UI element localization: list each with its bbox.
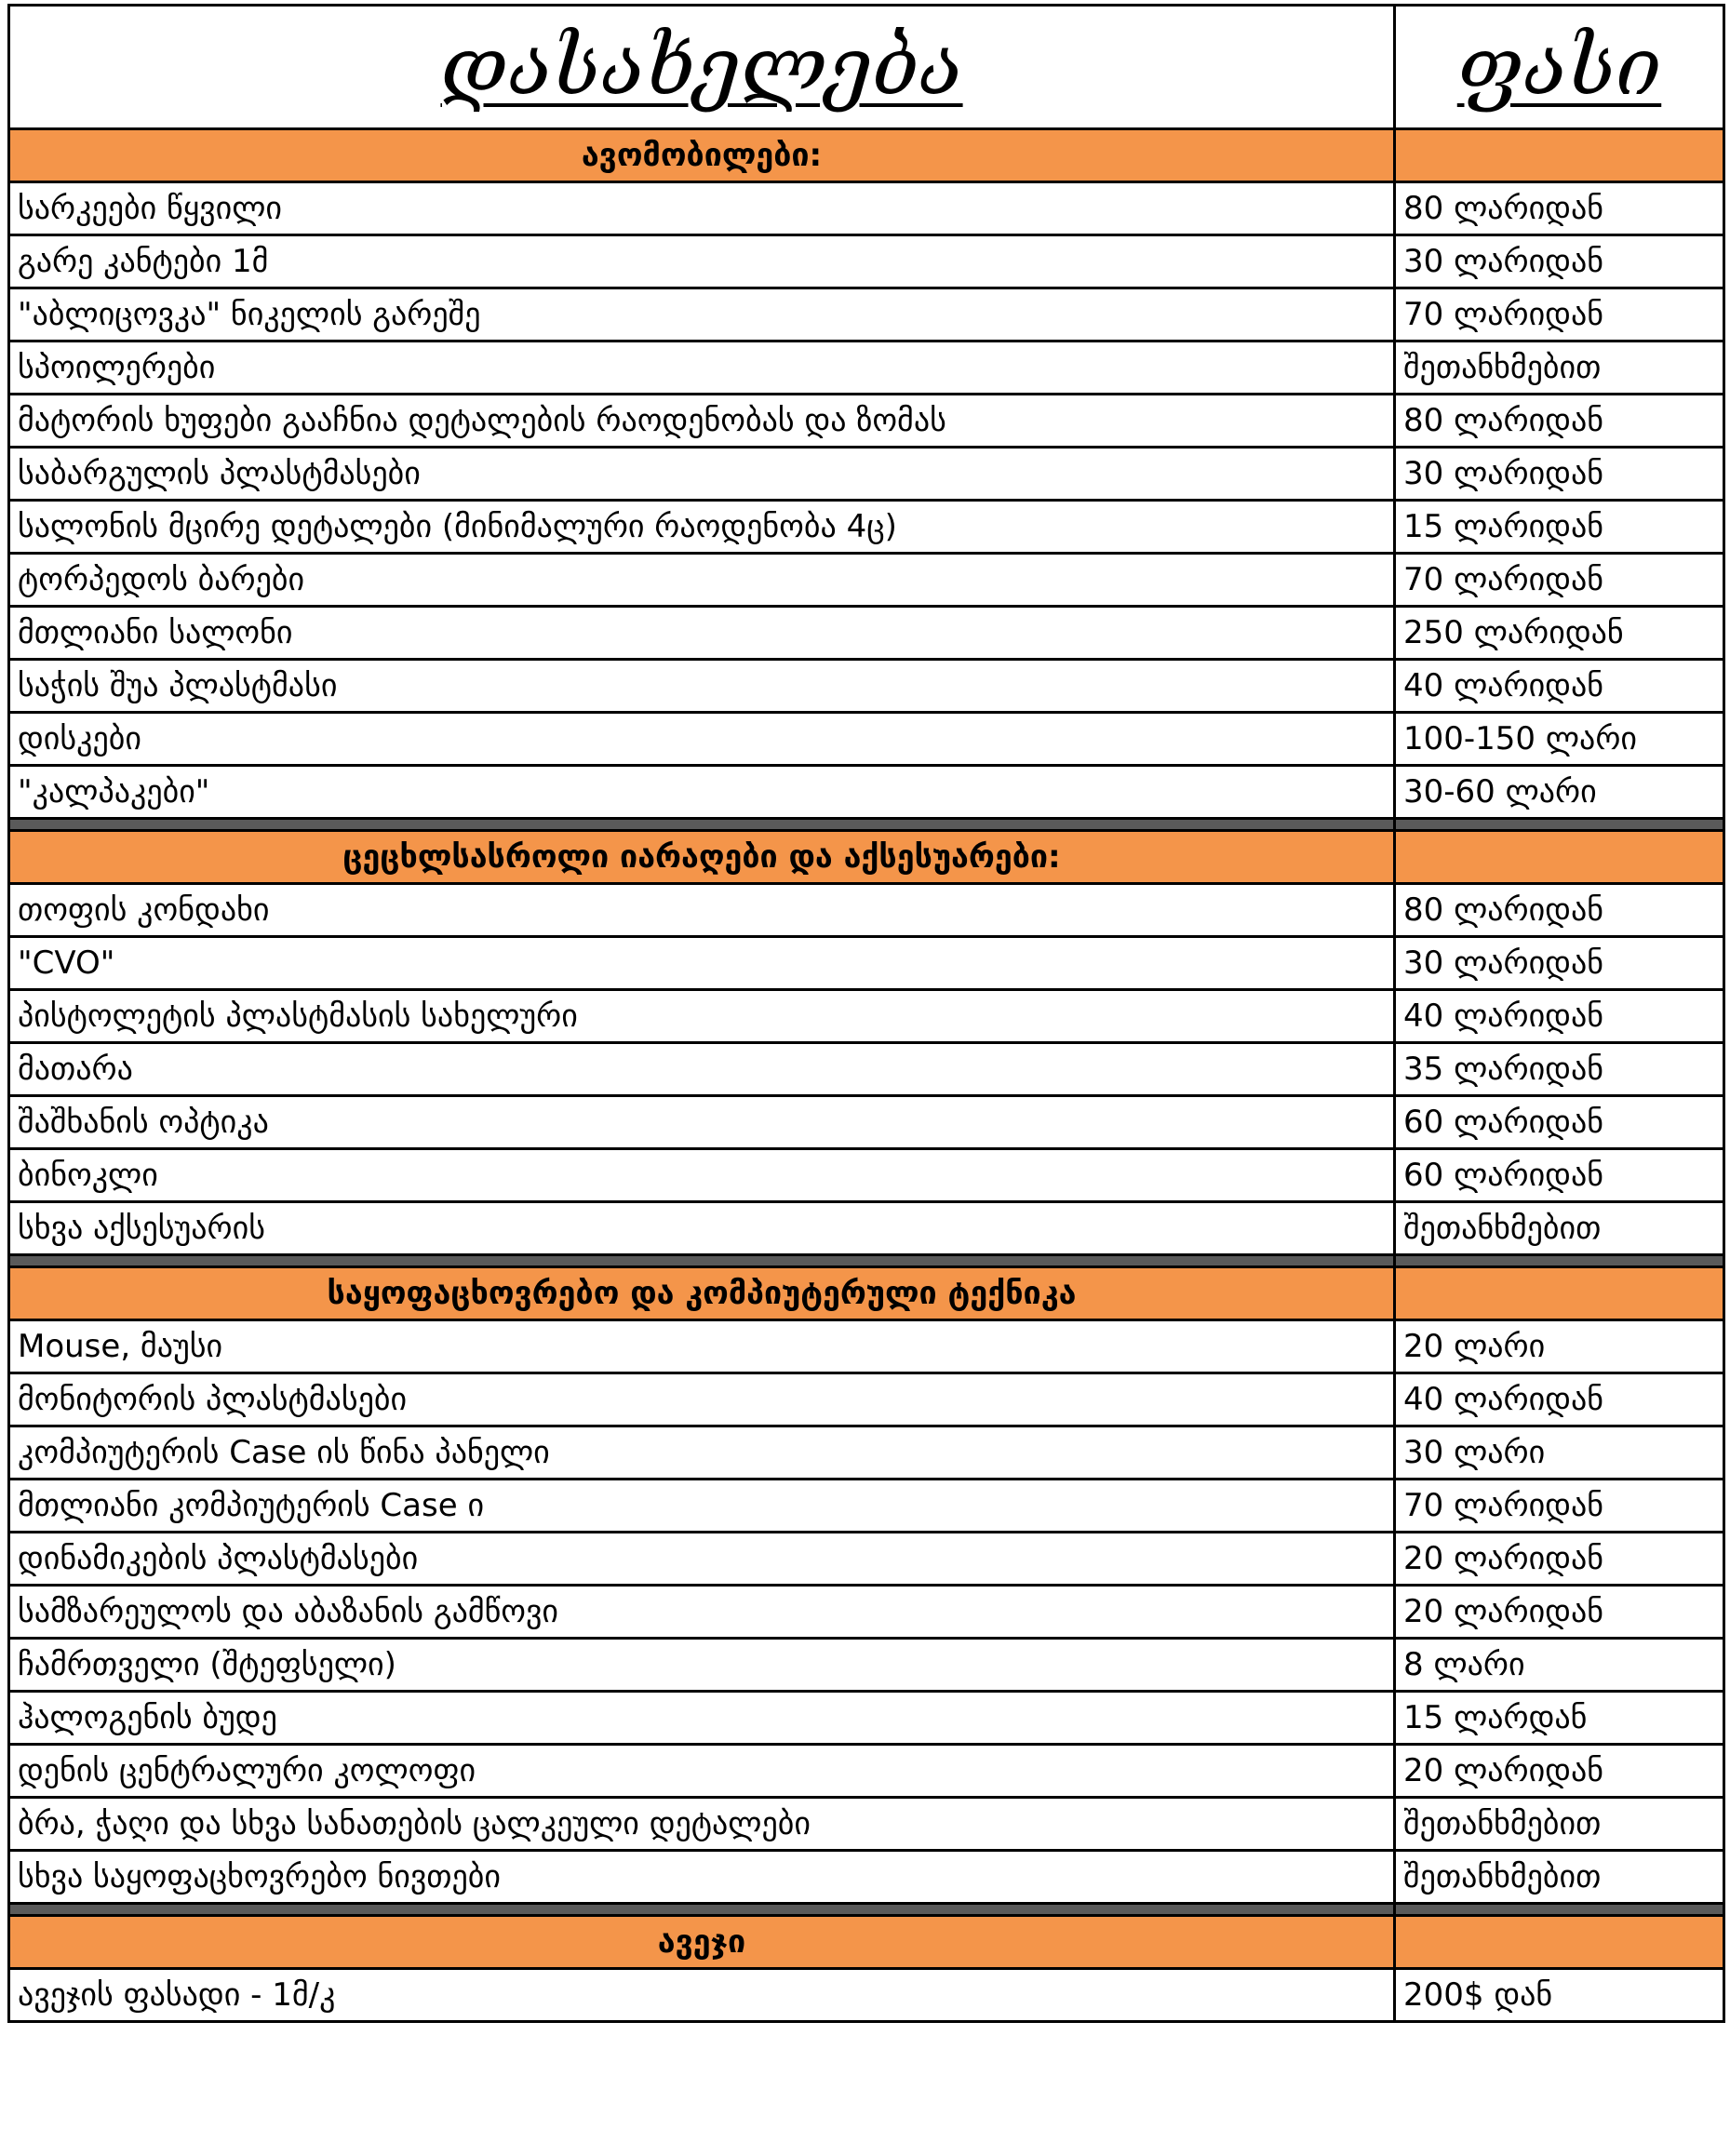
category-price-cell (1395, 1916, 1724, 1969)
table-row (9, 1533, 1724, 1586)
table-row (9, 1426, 1724, 1480)
item-name: სხვა აქსესუარის (9, 1202, 1395, 1255)
category-title: საყოფაცხოვრებო და კომპიუტერული ტექნიკა (9, 1267, 1395, 1320)
table-row (9, 235, 1724, 288)
item-price: 80 ლარიდან (1395, 182, 1724, 235)
table-row (9, 1692, 1724, 1745)
item-price: 100-150 ლარი (1395, 713, 1724, 766)
price-list-sheet (7, 4, 1723, 2023)
category-title: ავეჯი (9, 1916, 1395, 1969)
table-row (9, 1586, 1724, 1639)
item-price: 70 ლარიდან (1395, 554, 1724, 607)
item-price: 80 ლარიდან (1395, 884, 1724, 937)
divider-cell (9, 1255, 1395, 1267)
divider-cell (1395, 1904, 1724, 1916)
price-table (7, 4, 1725, 2023)
table-row (9, 1969, 1724, 2022)
category-row (9, 1267, 1724, 1320)
table-row (9, 341, 1724, 395)
item-price: 30 ლარიდან (1395, 448, 1724, 501)
item-name: Mouse, მაუსი (9, 1320, 1395, 1373)
item-price: 35 ლარიდან (1395, 1043, 1724, 1096)
section-divider (9, 819, 1724, 831)
item-name: დენის ცენტრალური კოლოფი (9, 1745, 1395, 1798)
item-name: კომპიუტერის Case ის წინა პანელი (9, 1426, 1395, 1480)
item-name: ბრა, ჭაღი და სხვა სანათების ცალკეული დეტალები (9, 1798, 1395, 1851)
table-row (9, 1851, 1724, 1904)
table-row (9, 1480, 1724, 1533)
item-name: მთლიანი სალონი (9, 607, 1395, 660)
table-row (9, 1320, 1724, 1373)
item-name: საჭის შუა პლასტმასი (9, 660, 1395, 713)
item-name: მთლიანი კომპიუტერის Case ი (9, 1480, 1395, 1533)
item-price: 15 ლარდან (1395, 1692, 1724, 1745)
item-name: ჩამრთველი (შტეფსელი) (9, 1639, 1395, 1692)
item-name: საბარგულის პლასტმასები (9, 448, 1395, 501)
table-row (9, 766, 1724, 819)
table-row (9, 395, 1724, 448)
category-row (9, 1916, 1724, 1969)
category-price-cell (1395, 831, 1724, 884)
table-row (9, 1798, 1724, 1851)
item-price: შეთანხმებით (1395, 1798, 1724, 1851)
category-row (9, 831, 1724, 884)
item-name: შაშხანის ოპტიკა (9, 1096, 1395, 1149)
table-row (9, 713, 1724, 766)
header-row (9, 6, 1724, 129)
table-row (9, 288, 1724, 341)
table-row (9, 660, 1724, 713)
item-price: 250 ლარიდან (1395, 607, 1724, 660)
item-name: სარკეები წყვილი (9, 182, 1395, 235)
item-name: დისკები (9, 713, 1395, 766)
table-row (9, 1096, 1724, 1149)
item-name: "CVO" (9, 937, 1395, 990)
table-row (9, 1373, 1724, 1426)
item-price: შეთანხმებით (1395, 1202, 1724, 1255)
table-row (9, 1639, 1724, 1692)
price-column-title: ფასი (1395, 6, 1724, 129)
item-price: 30-60 ლარი (1395, 766, 1724, 819)
table-row (9, 501, 1724, 554)
table-row (9, 990, 1724, 1043)
item-price: 200$ დან (1395, 1969, 1724, 2022)
table-row (9, 937, 1724, 990)
item-price: 8 ლარი (1395, 1639, 1724, 1692)
table-row (9, 1149, 1724, 1202)
item-price: შეთანხმებით (1395, 341, 1724, 395)
item-name: სპოილერები (9, 341, 1395, 395)
category-title: ცეცხლსასროლი იარაღები და აქსესუარები: (9, 831, 1395, 884)
item-name: გარე კანტები 1მ (9, 235, 1395, 288)
category-title: ავომობილები: (9, 129, 1395, 182)
item-price: 30 ლარიდან (1395, 235, 1724, 288)
item-name: ავეჯის ფასადი - 1მ/კ (9, 1969, 1395, 2022)
item-price: 30 ლარი (1395, 1426, 1724, 1480)
table-row (9, 1043, 1724, 1096)
divider-cell (1395, 819, 1724, 831)
item-price: 70 ლარიდან (1395, 288, 1724, 341)
item-price: 60 ლარიდან (1395, 1149, 1724, 1202)
item-name: დინამიკების პლასტმასები (9, 1533, 1395, 1586)
table-row (9, 1745, 1724, 1798)
item-price: 70 ლარიდან (1395, 1480, 1724, 1533)
item-price: 40 ლარიდან (1395, 1373, 1724, 1426)
item-name: ტორპედოს ბარები (9, 554, 1395, 607)
item-name: პისტოლეტის პლასტმასის სახელური (9, 990, 1395, 1043)
item-price: 20 ლარი (1395, 1320, 1724, 1373)
table-row (9, 884, 1724, 937)
divider-cell (9, 1904, 1395, 1916)
item-price: 80 ლარიდან (1395, 395, 1724, 448)
table-row (9, 182, 1724, 235)
item-name: სხვა საყოფაცხოვრებო ნივთები (9, 1851, 1395, 1904)
item-name: სალონის მცირე დეტალები (მინიმალური რაოდენობა 4ც) (9, 501, 1395, 554)
category-price-cell (1395, 1267, 1724, 1320)
table-row (9, 607, 1724, 660)
section-divider (9, 1904, 1724, 1916)
divider-cell (1395, 1255, 1724, 1267)
item-price: 20 ლარიდან (1395, 1533, 1724, 1586)
item-name: "აბლიცოვკა" ნიკელის გარეშე (9, 288, 1395, 341)
item-price: 15 ლარიდან (1395, 501, 1724, 554)
table-row (9, 1202, 1724, 1255)
item-name: მატორის ხუფები გააჩნია დეტალების რაოდენობას და ზომას (9, 395, 1395, 448)
item-name: სამზარეულოს და აბაზანის გამწოვი (9, 1586, 1395, 1639)
item-name: ჰალოგენის ბუდე (9, 1692, 1395, 1745)
category-row (9, 129, 1724, 182)
table-row (9, 448, 1724, 501)
item-name: "კალპაკები" (9, 766, 1395, 819)
item-name: მონიტორის პლასტმასები (9, 1373, 1395, 1426)
item-price: 20 ლარიდან (1395, 1586, 1724, 1639)
item-price: 30 ლარიდან (1395, 937, 1724, 990)
item-name: თოფის კონდახი (9, 884, 1395, 937)
item-price: 40 ლარიდან (1395, 660, 1724, 713)
category-price-cell (1395, 129, 1724, 182)
name-column-title: დასახელება (9, 6, 1395, 129)
table-row (9, 554, 1724, 607)
divider-cell (9, 819, 1395, 831)
item-name: ბინოკლი (9, 1149, 1395, 1202)
item-price: 60 ლარიდან (1395, 1096, 1724, 1149)
item-name: მათარა (9, 1043, 1395, 1096)
item-price: 20 ლარიდან (1395, 1745, 1724, 1798)
item-price: 40 ლარიდან (1395, 990, 1724, 1043)
item-price: შეთანხმებით (1395, 1851, 1724, 1904)
section-divider (9, 1255, 1724, 1267)
